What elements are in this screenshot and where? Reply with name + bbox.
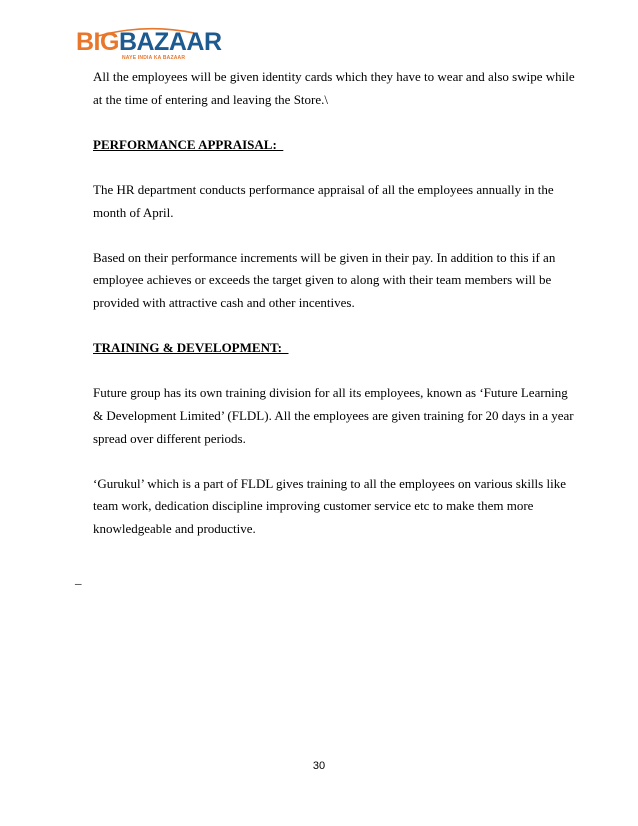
trailing-underscore: _ [75, 571, 82, 586]
page-number: 30 [312, 760, 326, 772]
logo-bazaar-text: BAZAAR [118, 28, 222, 56]
text-line: The HR department conducts performance appraisal of all the employees annually in the [93, 181, 554, 197]
text-line: Based on their performance increments will be given in their pay. In addition to this if an [93, 249, 556, 265]
paragraph-gurukul [93, 473, 573, 541]
logo-wordmark [76, 30, 222, 55]
paragraph-training-division [93, 382, 573, 450]
text-line: spread over different periods. [93, 430, 246, 446]
text-line: All the employees will be given identity cards which they have to wear and also swipe while [93, 69, 575, 84]
paragraph-increments [93, 247, 573, 315]
logo-tagline: NAYE INDIA KA BAZAAR [122, 55, 186, 61]
text-line: & Development Limited’ (FLDL). All the employees are given training for 20 days in a year [93, 407, 574, 423]
text-line: team work, dedication discipline improving customer service etc to make them more [93, 498, 534, 514]
paragraph-appraisal [93, 179, 573, 224]
paragraph-identity-cards [93, 66, 573, 111]
logo-big-text: BIG [76, 28, 119, 56]
text-line: month of April. [93, 204, 174, 220]
heading-training-development: TRAINING & DEVELOPMENT: [93, 340, 289, 356]
text-line: Future group has its own training division for all its employees, known as ‘Future Learning [93, 385, 568, 401]
text-line: provided with attractive cash and other incentives. [93, 294, 355, 310]
text-line: at the time of entering and leaving the Store.\ [93, 91, 329, 107]
big-bazaar-logo [76, 28, 222, 64]
text-line: ‘Gurukul’ which is a part of FLDL gives training to all the employees on various skills like [93, 475, 566, 491]
text-line: employee achieves or exceeds the target given to along with their team members will be [93, 272, 552, 288]
heading-performance-appraisal: PERFORMANCE APPRAISAL: [93, 136, 284, 152]
text-line: knowledgeable and productive. [93, 520, 256, 536]
document-body [93, 66, 573, 540]
